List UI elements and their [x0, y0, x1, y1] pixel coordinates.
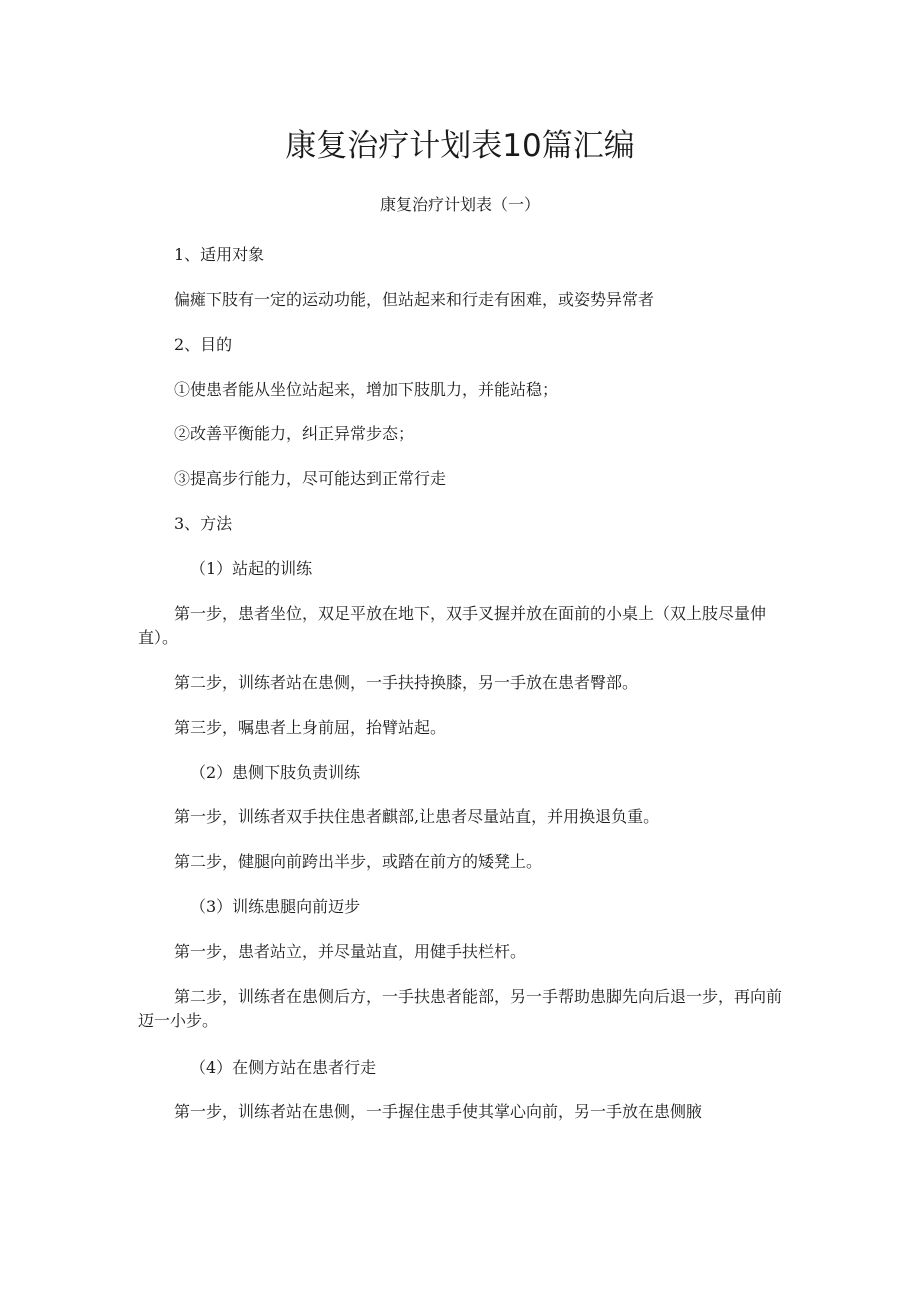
- method-3-step-1: 第一步，患者站立，并尽量站直，用健手扶栏杆。: [174, 942, 527, 961]
- heading-applicable-subjects: 1、适用对象: [174, 245, 265, 264]
- purpose-item-3: ③提高步行能力，尽可能达到正常行走: [174, 469, 447, 488]
- method-subheading-1: （1）站起的训练: [190, 559, 313, 578]
- applicable-subjects-text: 偏瘫下肢有一定的运动功能，但站起来和行走有困难，或姿势异常者: [174, 290, 655, 309]
- purpose-item-1: ①使患者能从坐位站起来，增加下肢肌力，并能站稳；: [174, 380, 559, 399]
- method-2-step-1: 第一步，训练者双手扶住患者麒部,让患者尽量站直，并用换退负重。: [174, 807, 660, 826]
- method-2-step-2: 第二步，健腿向前跨出半步，或踏在前方的矮凳上。: [174, 852, 543, 871]
- method-1-step-1: 第一步，患者坐位，双足平放在地下，双手叉握并放在面前的小桌上（双上肢尽量伸直）。: [138, 604, 767, 647]
- method-1-step-2: 第二步，训练者站在患侧，一手扶持换膝，另一手放在患者臀部。: [174, 673, 639, 692]
- method-subheading-4: （4）在侧方站在患者行走: [190, 1058, 377, 1077]
- heading-method: 3、方法: [174, 514, 233, 533]
- method-1-step-3: 第三步，嘱患者上身前屈，抬臂站起。: [174, 718, 447, 737]
- heading-purpose: 2、目的: [174, 335, 233, 354]
- document-title: 康复治疗计划表10篇汇编: [285, 128, 635, 164]
- method-4-step-1: 第一步，训练者站在患侧，一手握住患手使其掌心向前，另一手放在患侧腋: [174, 1102, 703, 1121]
- purpose-item-2: ②改善平衡能力，纠正异常步态；: [174, 424, 415, 443]
- method-3-step-2: 第二步，训练者在患侧后方，一手扶患者能部，另一手帮助患脚先向后退一步，再向前迈一小步。: [138, 987, 783, 1030]
- method-subheading-3: （3）训练患腿向前迈步: [190, 897, 361, 916]
- method-subheading-2: （2）患侧下肢负责训练: [190, 763, 361, 782]
- section-subtitle: 康复治疗计划表（一）: [379, 195, 540, 214]
